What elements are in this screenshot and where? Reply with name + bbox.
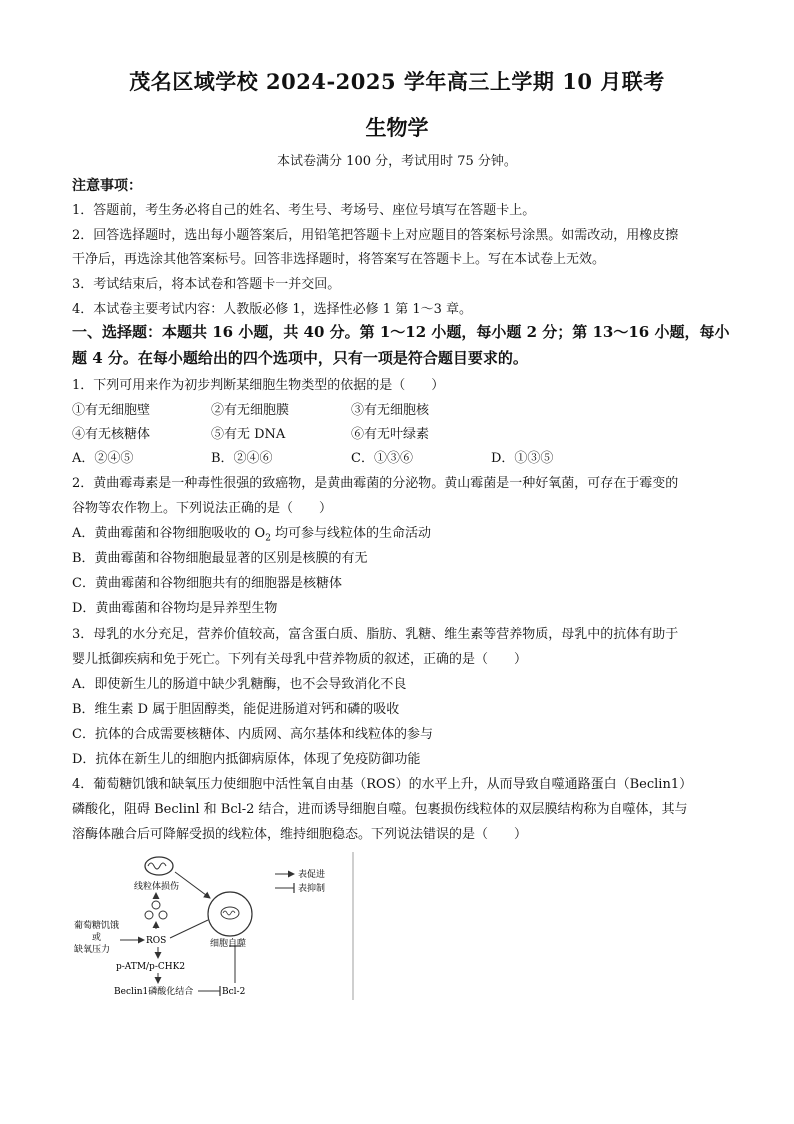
autophagy-pathway-diagram: [72, 852, 362, 1002]
legend-inhibit-label: 表抑制: [298, 884, 326, 894]
q2-option-a-post: 均可参与线粒体的生命活动: [270, 526, 432, 541]
q4-stem-1: 4．葡萄糖饥饿和缺氧压力使细胞中活性氧自由基（ROS）的水平上升，从而导致自噬通路蛋白（Beclin1）: [72, 777, 693, 792]
q2-option-a-sub: 2: [265, 533, 271, 544]
q3-stem-1: 3．母乳的水分充足，营养价值较高，富含蛋白质、脂肪、乳糖、维生素等营养物质，母乳中的抗体有助于: [72, 627, 679, 642]
q1-item-2: ②有无细胞膜: [211, 403, 290, 418]
q3-stem-2: 婴儿抵御疾病和免于死亡。下列有关母乳中营养物质的叙述，正确的是（ ）: [72, 652, 528, 667]
section-heading-1: 一、选择题：本题共 16 小题，共 40 分。第 1～12 小题，每小题 2 分；第 13～16 小题，每小: [72, 323, 730, 341]
q1-item-5: ⑤有无 DNA: [211, 427, 286, 442]
q3-option-a[interactable]: A．即使新生儿的肠道中缺少乳糖酶，也不会导致消化不良: [72, 677, 407, 692]
q1-option-a[interactable]: A．②④⑤: [72, 451, 134, 466]
q2-stem-1: 2．黄曲霉毒素是一种毒性很强的致癌物，是黄曲霉菌的分泌物。黄山霉菌是一种好氧菌，可存在于霉变的: [72, 476, 679, 491]
q3-option-b[interactable]: B．维生素 D 属于胆固醇类，能促进肠道对钙和磷的吸收: [72, 702, 400, 717]
q1-item-6: ⑥有无叶绿素: [351, 427, 430, 442]
subject-title: 生物学: [365, 115, 429, 140]
q2-option-a-pre: A．黄曲霉菌和谷物细胞吸收的 O: [72, 526, 266, 541]
cell-to-ros-line: [170, 920, 208, 938]
q1-stem: 1．下列可用来作为初步判断某细胞生物类型的依据的是（ ）: [72, 378, 445, 393]
autophagy-label: 细胞自噬: [210, 939, 247, 949]
mito-damage-label: 线粒体损伤: [134, 882, 180, 892]
q4-stem-3: 溶酶体融合后可降解受损的线粒体，维持细胞稳态。下列说法错误的是（ ）: [72, 827, 528, 842]
q4-stem-2: 磷酸化，阻碍 Beclinl 和 Bcl-2 结合，进而诱导细胞自噬。包裹损伤线粒体的双层膜结构称为自噬体，其与: [72, 802, 688, 817]
q2-option-d[interactable]: D．黄曲霉菌和谷物均是异养型生物: [72, 601, 278, 616]
notice-item-3: 3．考试结束后，将本试卷和答题卡一并交回。: [72, 277, 341, 292]
q1-item-3: ③有无细胞核: [351, 403, 430, 418]
autophagy-cell-icon: [208, 892, 252, 936]
mitochondrion-icon: [145, 857, 173, 875]
q3-option-d[interactable]: D．抗体在新生儿的细胞内抵御病原体，体现了免疫防御功能: [72, 752, 421, 767]
q1-option-d[interactable]: D．①③⑤: [491, 451, 554, 466]
vesicle-circle: [159, 911, 167, 919]
notice-item-2-cont: 干净后，再选涂其他答案标号。回答非选择题时，将答案写在答题卡上。写在本试卷上无效。: [72, 252, 606, 267]
q1-item-1: ①有无细胞壁: [72, 403, 151, 418]
q2-option-c[interactable]: C．黄曲霉菌和谷物细胞共有的细胞器是核糖体: [72, 576, 342, 591]
q1-item-4: ④有无核糖体: [72, 427, 151, 442]
ros-label: ROS: [146, 936, 167, 946]
legend-promote-label: 表促进: [298, 870, 326, 880]
beclin-label: Beclin1磷酸化结合: [114, 987, 194, 997]
notice-item-2: 2．回答选择题时，选出每小题答案后，用铅笔把答题卡上对应题目的答案标号涂黑。如需改动，用橡皮擦: [72, 228, 679, 243]
mito-to-cell-arrow: [175, 872, 210, 898]
bcl2-label: Bcl-2: [222, 987, 246, 997]
notice-heading: 注意事项：: [72, 178, 142, 194]
vesicle-circle: [152, 901, 160, 909]
figure-separator: [352, 852, 354, 1000]
q1-option-b[interactable]: B．②④⑥: [211, 451, 273, 466]
q2-option-a[interactable]: [72, 522, 431, 544]
atm-label: p-ATM/p-CHK2: [116, 962, 186, 972]
q2-stem-2: 谷物等农作物上。下列说法正确的是（ ）: [72, 501, 333, 516]
stress-label-2: 或: [92, 933, 102, 943]
stress-label-1: 葡萄糖饥饿: [74, 921, 120, 931]
vesicle-circle: [145, 911, 153, 919]
stress-label-3: 缺氧压力: [74, 945, 111, 955]
exam-title: 茂名区域学校 2024-2025 学年高三上学期 10 月联考: [129, 69, 665, 94]
q2-option-b[interactable]: B．黄曲霉菌和谷物细胞最显著的区别是核膜的有无: [72, 551, 368, 566]
notice-item-4: 4．本试卷主要考试内容：人教版必修 1，选择性必修 1 第 1～3 章。: [72, 302, 473, 317]
section-heading-2: 题 4 分。在每小题给出的四个选项中，只有一项是符合题目要求的。: [72, 349, 528, 367]
q1-option-c[interactable]: C．①③⑥: [351, 451, 413, 466]
notice-item-1: 1．答题前，考生务必将自己的姓名、考生号、考场号、座位号填写在答题卡上。: [72, 203, 536, 218]
exam-info: 本试卷满分 100 分，考试用时 75 分钟。: [277, 154, 517, 169]
q3-option-c[interactable]: C．抗体的合成需要核糖体、内质网、高尔基体和线粒体的参与: [72, 727, 433, 742]
